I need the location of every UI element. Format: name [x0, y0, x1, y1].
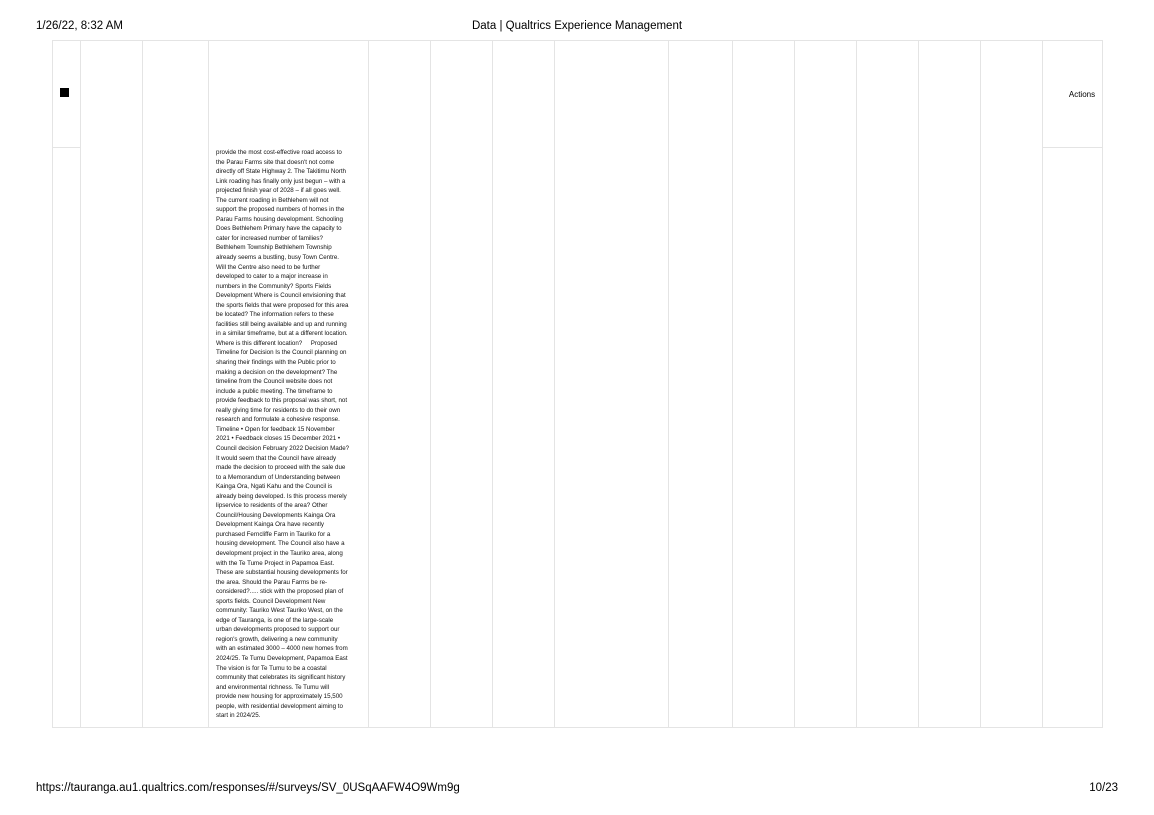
select-all-checkbox[interactable]: [60, 88, 69, 97]
page-number: 10/23: [1089, 782, 1118, 794]
page-footer-url: https://tauranga.au1.qualtrics.com/responses/#/surveys/SV_0USqAAFW4O9Wm9g: [36, 782, 460, 794]
actions-column-header: Actions: [1068, 90, 1096, 99]
page-header-date: 1/26/22, 8:32 AM: [36, 20, 123, 32]
response-text-cell: provide the most cost-effective road access to the Parau Farms site that doesn't not come directly off State Highway 2. The Takitimu North Link roading has finally only just begun – with a projected finish year of 2028 – if all goes well. The current roading in Bethlehem will not support the proposed numbers of homes in the Parau Farms housing development. Schooling Does Bethlehem Primary have the capacity to cater for increased number of families? Bethlehem Township Bethlehem Township already seems a bustling, busy Town Centre. Will the Centre also need to be further developed to cater to a major increase in numbers in the Community? Sports Fields Development Where is Council envisioning that the sports fields that were proposed for this area be located? The information refers to these facilities still being available and up and running in a similar timeframe, but at a different location. Where is this different location? Proposed Timeline for Decision Is the Council planning on sharing their findings with the Public prior to making a decision on the development? The timeline from the Council website does not include a public meeting. The timeframe to provide feedback to this proposal was short, not really giving time for residents to do their own research and formulate a cohesive response. Timeline • Open for feedback 15 November 2021 • Feedback closes 15 December 2021 • Council decision February 2022 Decision Made? It would seem that the Council have already made the decision to proceed with the sale due to a Memorandum of Understanding between Kainga Ora, Ngati Kahu and the Council is already being developed. Is this process merely lipservice to residents of the area? Other Council/Housing Developments Kainga Ora Development Kainga Ora have recently purchased Ferncliffe Farm in Tauriko for a housing development. The Council also have a development project in the Tauriko area, along with the Te Tume Project in Papamoa East. These are substantial housing developments for the area. Should the Parau Farms be re- considered?..... stick with the proposed plan of sports fields. Council Development New community: Tauriko West Tauriko West, on the edge of Tauranga, is one of the large-scale urban developments proposed to support our region's growth, delivering a new community with an estimated 3000 – 4000 new homes from 2024/25. Te Tumu Development, Papamoa East The vision is for Te Tumu to be a coastal community that celebrates its significant history and environmental richness. Te Tumu will provide new housing for approximately 15,500 people, with residential development aiming to start in 2024/25.: [216, 149, 350, 720]
page-header-title: Data | Qualtrics Experience Management: [471, 20, 683, 32]
responses-table: [52, 40, 1103, 728]
